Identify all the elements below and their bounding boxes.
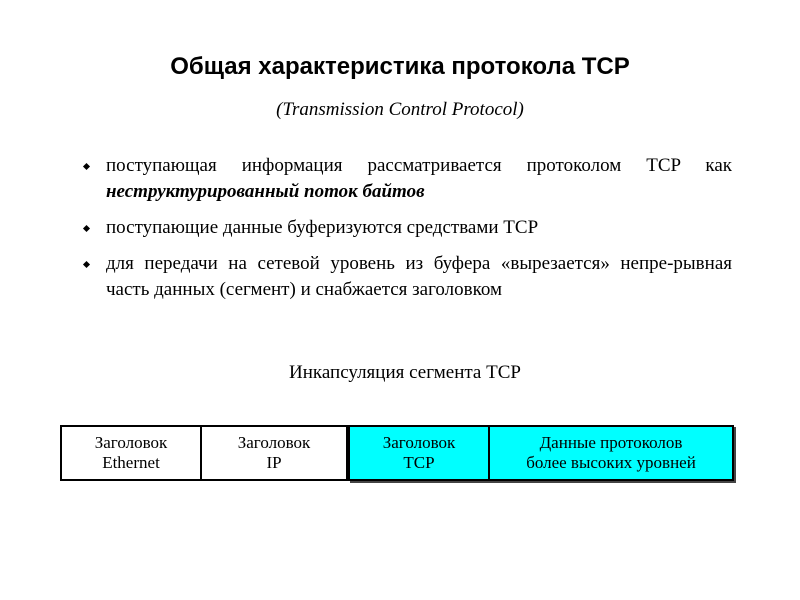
bullet-list — [82, 153, 732, 303]
segment-ip-header — [200, 425, 348, 481]
segment-label-line1: Заголовок — [382, 433, 456, 452]
diamond-bullet-icon — [83, 261, 90, 268]
segment-label-line1: Данные протоколов — [539, 433, 683, 452]
bullet-item — [82, 153, 732, 205]
diamond-bullet-icon — [83, 163, 90, 170]
bullet-emphasis: неструктурированный поток байтов — [106, 181, 425, 202]
segment-upper-layer-data — [488, 425, 734, 481]
diamond-bullet-icon — [83, 225, 90, 232]
bullet-text: поступающие данные буферизуются средствами TCP — [106, 217, 539, 238]
diagram-caption: Инкапсуляция сегмента TCP — [289, 362, 521, 383]
segment-ethernet-header — [60, 425, 202, 481]
segment-tcp-header — [348, 425, 490, 481]
segment-label-line2: IP — [266, 453, 282, 472]
encapsulation-diagram — [60, 425, 738, 485]
segment-label-line1: Заголовок — [94, 433, 168, 452]
segment-label-line2: Ethernet — [102, 453, 160, 472]
bullet-text: поступающая информация рассматривается протоколом TCP как — [106, 155, 732, 176]
segment-label-line2: более высоких уровней — [526, 453, 696, 472]
page-subtitle: (Transmission Control Protocol) — [276, 99, 524, 120]
page-title: Общая характеристика протокола TCP — [170, 53, 630, 80]
segment-label-line1: Заголовок — [237, 433, 311, 452]
bullet-item — [82, 251, 732, 303]
segment-label-line2: TCP — [403, 453, 435, 472]
bullet-text: для передачи на сетевой уровень из буфера «вырезается» непре-рывная часть данных (сегмент) и снабжается заголовком — [106, 253, 732, 300]
bullet-item — [82, 215, 732, 241]
